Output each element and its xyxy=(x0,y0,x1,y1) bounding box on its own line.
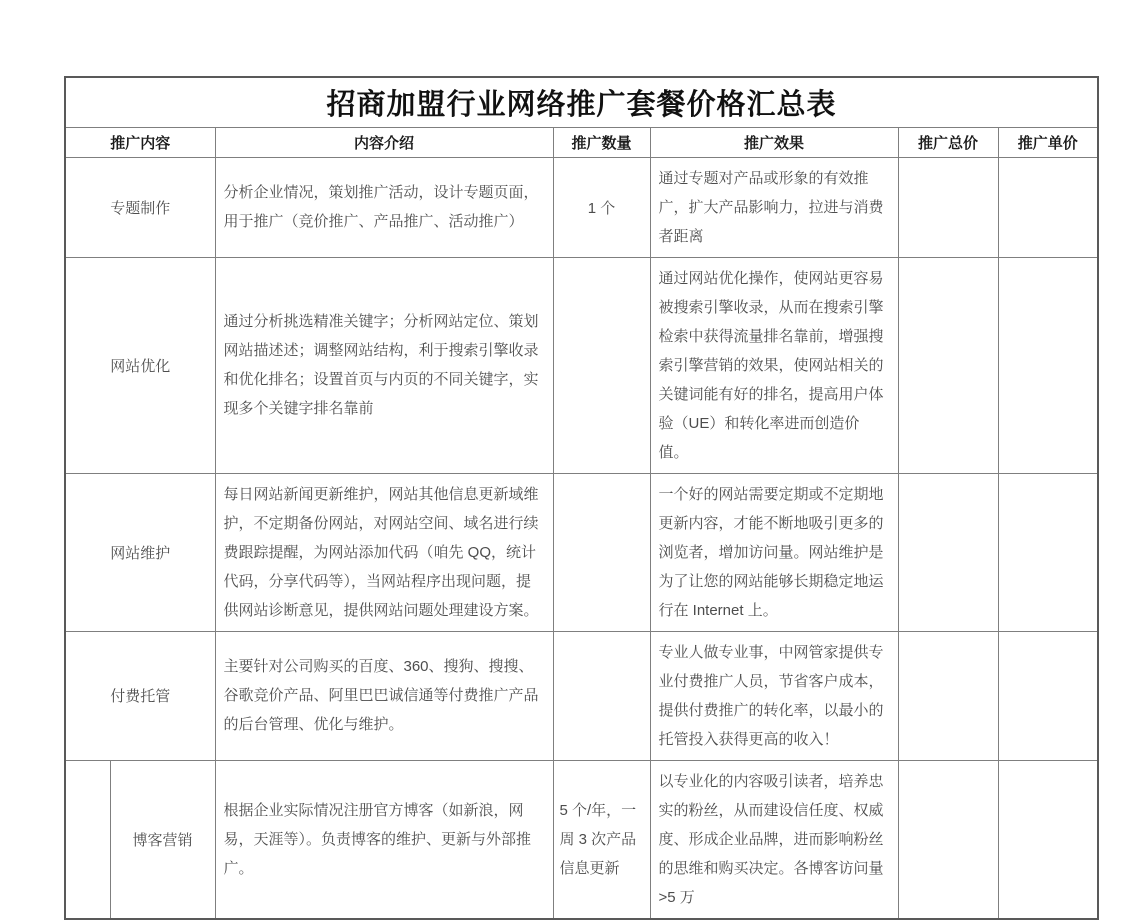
row-intro: 通过分析挑选精准关键字；分析网站定位、策划网站描述述；调整网站结构，利于搜索引擎收录和优化排名；设置首页与内页的不同关键字，实现多个关键字排名靠前 xyxy=(215,257,553,473)
table-row-website-optimization xyxy=(65,257,1098,473)
row-name: 专题制作 xyxy=(65,157,215,257)
column-header-unit-price: 推广单价 xyxy=(998,127,1098,157)
row-effect: 通过网站优化操作，使网站更容易被搜索引擎收录，从而在搜索引擎检索中获得流量排名靠前，增强搜索引擎营销的效果，使网站相关的关键词能有好的排名，提高用户体验（UE）和转化率进而创造价值。 xyxy=(650,257,898,473)
row-name: 付费托管 xyxy=(65,631,215,760)
row-quantity xyxy=(553,257,650,473)
row-total-price xyxy=(898,257,998,473)
row-name: 网站优化 xyxy=(65,257,215,473)
row-intro: 每日网站新闻更新维护，网站其他信息更新域维护，不定期备份网站，对网站空间、域名进行续费跟踪提醒，为网站添加代码（咱先 QQ，统计代码，分享代码等），当网站程序出现问题，提供网站诊断意见，提供网站问题处理建设方案。 xyxy=(215,473,553,631)
row-name: 网站维护 xyxy=(65,473,215,631)
row-total-price xyxy=(898,157,998,257)
column-header-total-price: 推广总价 xyxy=(898,127,998,157)
column-header-quantity: 推广数量 xyxy=(553,127,650,157)
row-effect: 通过专题对产品或形象的有效推广，扩大产品影响力，拉进与消费者距离 xyxy=(650,157,898,257)
column-header-content: 推广内容 xyxy=(65,127,215,157)
row-effect: 一个好的网站需要定期或不定期地更新内容，才能不断地吸引更多的浏览者，增加访问量。网站维护是为了让您的网站能够长期稳定地运行在 Internet 上。 xyxy=(650,473,898,631)
table-row-paid-hosting xyxy=(65,631,1098,760)
row-total-price xyxy=(898,631,998,760)
row-unit-price xyxy=(998,157,1098,257)
table-row-topic-production xyxy=(65,157,1098,257)
row-group-spacer-cell xyxy=(65,760,110,919)
row-intro: 主要针对公司购买的百度、360、搜狗、搜搜、谷歌竞价产品、阿里巴巴诚信通等付费推广产品的后台管理、优化与维护。 xyxy=(215,631,553,760)
row-unit-price xyxy=(998,473,1098,631)
price-summary-table xyxy=(64,76,1099,920)
title-row xyxy=(65,77,1098,127)
column-header-effect: 推广效果 xyxy=(650,127,898,157)
page-title: 招商加盟行业网络推广套餐价格汇总表 xyxy=(65,77,1098,127)
column-header-intro: 内容介绍 xyxy=(215,127,553,157)
row-intro: 分析企业情况，策划推广活动，设计专题页面，用于推广（竞价推广、产品推广、活动推广） xyxy=(215,157,553,257)
row-total-price xyxy=(898,473,998,631)
row-effect: 以专业化的内容吸引读者，培养忠实的粉丝，从而建设信任度、权威度、形成企业品牌，进而影响粉丝的思维和购买决定。各博客访问量>5 万 xyxy=(650,760,898,919)
row-quantity: 5 个/年，一周 3 次产品信息更新 xyxy=(553,760,650,919)
table-row-website-maintenance xyxy=(65,473,1098,631)
row-unit-price xyxy=(998,257,1098,473)
row-quantity xyxy=(553,631,650,760)
row-unit-price xyxy=(998,760,1098,919)
row-effect: 专业人做专业事，中网管家提供专业付费推广人员，节省客户成本，提供付费推广的转化率，以最小的托管投入获得更高的收入！ xyxy=(650,631,898,760)
row-quantity: 1 个 xyxy=(553,157,650,257)
table-row-blog-marketing xyxy=(65,760,1098,919)
row-quantity xyxy=(553,473,650,631)
row-name: 博客营销 xyxy=(110,760,215,919)
row-unit-price xyxy=(998,631,1098,760)
row-total-price xyxy=(898,760,998,919)
row-intro: 根据企业实际情况注册官方博客（如新浪，网易，天涯等）。负责博客的维护、更新与外部推广。 xyxy=(215,760,553,919)
header-row xyxy=(65,127,1098,157)
